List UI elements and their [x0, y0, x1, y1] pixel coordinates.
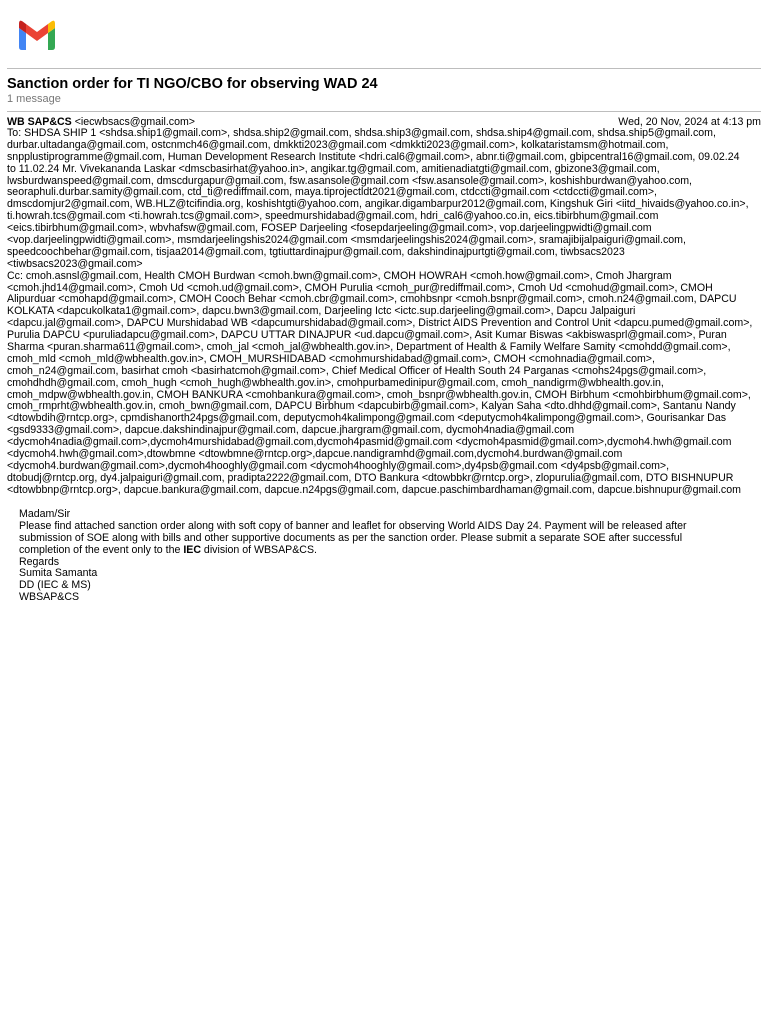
header-divider — [7, 111, 761, 112]
recipient-line: <dycmoh4nadia@gmail.com>,dycmoh4murshidabad@gmail.com,dycmoh4pasmid@gmail.com <dycmoh4pasmid@gmail.com>,dycmoh4.hwh@gmail.com — [7, 437, 732, 449]
iec-bold-text: IEC — [183, 544, 201, 556]
recipient-line: ti.howrah.tcs@gmail.com <ti.howrah.tcs@gmail.com>, speedmurshidabad@gmail.com, hdri_cal6@yahoo.co.in, eics.tibirbhum@gmail.com — [7, 211, 659, 223]
recipient-line: <cmoh.jhd14@gmail.com>, Cmoh Ud <cmoh.ud@gmail.com>, CMOH Purulia <cmoh_pur@rediffmail.com>, Cmoh Ud <cmohud@gmail.com>, CMOH — [7, 282, 713, 294]
signature-name: Sumita Samanta — [19, 568, 98, 580]
recipient-line: <dycmoh4.burdwan@gmail.com>,dycmoh4hooghly@gmail.com <dycmoh4hooghly@gmail.com>,dy4psb@gmail.com <dy4psb@gmail.com>, — [7, 460, 670, 472]
recipient-line: Alipurduar <cmohapd@gmail.com>, CMOH Cooch Behar <cmoh.cbr@gmail.com>, cmohbsnpr <cmoh.bsnpr@gmail.com>, cmoh.n24@gmail.com, DAPCU — [7, 294, 737, 306]
recipient-line: Purulia DAPCU <puruliadapcu@gmail.com>, DAPCU UTTAR DINAJPUR <ud.dapcu@gmail.com>, Asit Kumar Biswas <akbiswasprl@gmail.com>, Puran — [7, 330, 727, 342]
recipient-line: <dycmoh4.hwh@gmail.com>,dtowbmne <dtowbmne@rntcp.org>,dapcue.nandigramhd@gmail.com,dycmoh4.burdwan@gmail.com — [7, 449, 623, 461]
recipient-line: lwsburdwanspeed@gmail.com, dmscdurgapur@gmail.com, fsw.asansole@gmail.com <fsw.asansole@gmail.com>, koshishburdwan@yahoo.com, — [7, 175, 692, 187]
email-subject: Sanction order for TI NGO/CBO for observing WAD 24 — [7, 76, 378, 92]
recipients-block — [7, 128, 761, 497]
recipient-line: dmscdomjur2@gmail.com, WB.HLZ@tcifindia.org, koshishtgti@yahoo.com, angikar.digambarpur2012@gmail.com, Kingshuk Giri <iitd_hivaids@yahoo.co.in>, — [7, 199, 749, 211]
body-paragraph-line: submission of SOE along with bills and other supportive documents as per the sanction order. Please submit a separate SOE after successful — [19, 532, 683, 544]
recipient-line: <dapcu.jal@gmail.com>, DAPCU Murshidabad WB <dapcumurshidabad@gmail.com>, District AIDS Prevention and Control Unit <dapcu.pumed@gmail.com>, — [7, 318, 753, 330]
recipient-line: cmoh_mld <cmoh_mld@wbhealth.gov.in>, CMOH_MURSHIDABAD <cmohmurshidabad@gmail.com>, CMOH <cmohnadia@gmail.com>, — [7, 353, 655, 365]
recipient-line: <tiwbsacs2023@gmail.com> — [7, 258, 143, 270]
recipient-line: <dtowbdih@rntcp.org>, cpmdishanorth24pgs@gmail.com, deputycmoh4kalimpong@gmail.com <deputycmoh4kalimpong@gmail.com>, Gourisankar Das — [7, 413, 727, 425]
recipient-line: KOLKATA <dapcukolkata1@gmail.com>, dapcu.bwn3@gmail.com, Darjeeling Ictc <ictc.sup.darjeeling@gmail.com>, Dapcu Jalpaiguri — [7, 306, 636, 318]
recipient-line: speedcoochbehar@gmail.com, tisjaa2014@gmail.com, tgtiuttardinajpur@gmail.com, dakshindinajpurtgti@gmail.com, tiwbsacs2023 — [7, 246, 625, 258]
recipient-line: snpplustiprogramme@gmail.com, Human Development Research Institute <hdri.cal6@gmail.com>, abnr.ti@gmail.com, gbipcentral16@gmail.com, 09.02.24 — [7, 151, 740, 163]
recipient-line: Sharma <puran.sharma611@gmail.com>, cmoh_jal <cmoh_jal@wbhealth.gov.in>, Department of Health & Family Welfare Samity <cmohdd@gmail.com>, — [7, 342, 731, 354]
from-line — [7, 116, 761, 128]
recipient-line: cmoh_mdpw@wbhealth.gov.in, CMOH BANKURA <cmohbankura@gmail.com>, cmoh_bsnpr@wbhealth.gov.in, CMOH Birbhum <cmohbirbhum@gmail.com>, — [7, 389, 751, 401]
recipient-line: <eics.tibirbhum@gmail.com>, wbvhafsw@gmail.com, FOSEP Darjeeling <fosepdarjeeling@gmail.com>, vop.darjeelingpwidti@gmail.com — [7, 223, 652, 235]
top-divider — [7, 68, 761, 69]
recipient-line: cmoh_rmprht@wbhealth.gov.in, cmoh_bwn@gmail.com, DAPCU Birbhum <dapcubirb@gmail.com>, Kalyan Saha <dto.dhhd@gmail.com>, Santanu Nandy — [7, 401, 736, 413]
signature-org: WBSAP&CS — [19, 592, 80, 604]
email-body — [19, 509, 754, 604]
recipient-line: dtobudj@rntcp.org, dy4.jalpaiguri@gmail.com, pradipta2222@gmail.com, DTO Bankura <dtowbbkr@rntcp.org>, zlopurulia@gmail.com, DTO BISHNUPUR — [7, 472, 734, 484]
sender-email[interactable]: <iecwbsacs@gmail.com> — [74, 116, 195, 128]
recipient-line: <gsd9333@gmail.com>, dapcue.dakshindinajpur@gmail.com, dapcue.jhargram@gmail.com, dycmoh4nadia@gmail.com — [7, 425, 575, 437]
email-date: Wed, 20 Nov, 2024 at 4:13 pm — [618, 116, 761, 128]
gmail-logo-icon — [16, 20, 58, 50]
recipient-line: durbar.ultadanga@gmail.com, ostcnmch46@gmail.com, dmkkti2023@gmail.com <dmkkti2023@gmail.com>, kolkataristamsm@hotmail.com, — [7, 139, 669, 151]
recipient-line: Cc: cmoh.asnsl@gmail.com, Health CMOH Burdwan <cmoh.bwn@gmail.com>, CMOH HOWRAH <cmoh.how@gmail.com>, Cmoh Jhargram — [7, 270, 672, 282]
recipient-line: seoraphuli.durbar.samity@gmail.com, ctd_ti@rediffmail.com, maya.tiprojectldt2021@gmail.com, ctdccti@gmail.com <ctdccti@gmail.com>, — [7, 187, 657, 199]
body-text: completion of the event only to the — [19, 544, 184, 556]
recipient-line: cmoh_n24@gmail.com, basirhat cmoh <basirhatcmoh@gmail.com>, Chief Medical Officer of Health South 24 Parganas <cmohs24pgs@gmail.com>, — [7, 365, 707, 377]
body-paragraph-line: Please find attached sanction order along with soft copy of banner and leaflet for observing World AIDS Day 24. Payment will be released after — [19, 520, 687, 532]
closing: Regards — [19, 556, 60, 568]
body-text: division of WBSAP&CS. — [200, 544, 317, 556]
recipient-line: <dtowbbnp@rntcp.org>, dapcue.bankura@gmail.com, dapcue.n24pgs@gmail.com, dapcue.paschimbardhaman@gmail.com, dapcue.bishnupur@gmail.com — [7, 484, 741, 496]
recipient-line: to 11.02.24 Mr. Vivekananda Laskar <dmscbasirhat@yahoo.in>, angikar.tg@gmail.com, amitienadiatgti@gmail.com, gbizone3@gmail.com, — [7, 163, 660, 175]
signature-title: DD (IEC & MS) — [19, 580, 91, 592]
body-paragraph-line — [19, 545, 754, 557]
recipient-line: cmohdhdh@gmail.com, cmoh_hugh <cmoh_hugh@wbhealth.gov.in>, cmohpurbamedinipur@gmail.com, cmoh_nandigrm@wbhealth.gov.in, — [7, 377, 664, 389]
recipient-line: To: SHDSA SHIP 1 <shdsa.ship1@gmail.com>, shdsa.ship2@gmail.com, shdsa.ship3@gmail.com, shdsa.ship4@gmail.com, shdsa.ship5@gmail.com, — [7, 128, 716, 139]
recipient-line: <vop.darjeelingpwidti@gmail.com>, msmdarjeelingshis2024@gmail.com <msmdarjeelingshis2024@gmail.com>, sramajibijalpaiguri@gmail.com, — [7, 235, 686, 247]
message-count: 1 message — [7, 93, 61, 105]
greeting: Madam/Sir — [19, 509, 71, 520]
sender-name: WB SAP&CS — [7, 116, 72, 128]
email-header — [7, 116, 761, 497]
